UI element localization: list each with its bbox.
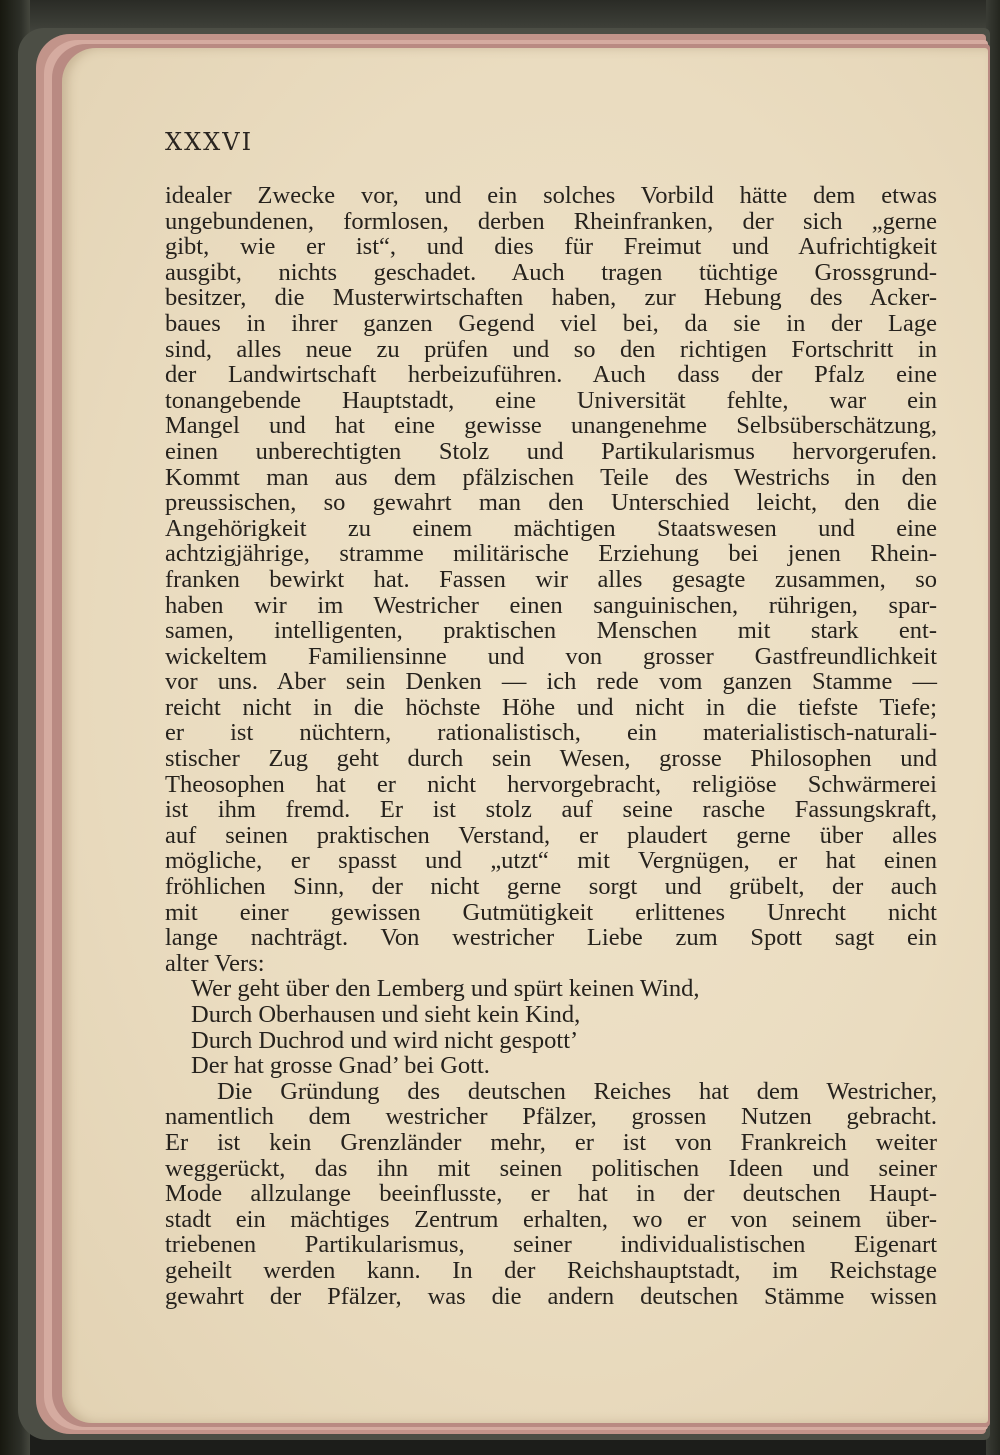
text-line: haben wir im Westricher einen sanguinischen, rührigen, spar- (165, 591, 937, 619)
page-number: XXXVI (165, 128, 254, 156)
text-line: lange nachträgt. Von westricher Liebe zum Spott sagt ein (165, 924, 937, 952)
text-line: gibt, wie er ist“, und dies für Freimut und Aufrichtigkeit (165, 233, 937, 261)
text-line: geheilt werden kann. In der Reichshauptstadt, im Reichstage (165, 1256, 937, 1284)
text-line: franken bewirkt hat. Fassen wir alles gesagte zusammen, so (165, 565, 937, 593)
text-line: wickeltem Familiensinne und von grosser Gastfreundlichkeit (165, 642, 937, 670)
text-line: achtzigjährige, stramme militärische Erziehung bei jenen Rhein- (165, 540, 937, 568)
text-line: gewahrt der Pfälzer, was die andern deutschen Stämme wissen (165, 1282, 937, 1310)
text-line: sind, alles neue zu prüfen und so den richtigen Fortschritt in (165, 335, 937, 363)
text-line: ausgibt, nichts geschadet. Auch tragen tüchtige Grossgrund- (165, 258, 937, 286)
text-line: samen, intelligenten, praktischen Menschen mit stark ent- (165, 617, 937, 645)
text-line: preussischen, so gewahrt man den Unterschied leicht, den die (165, 489, 937, 517)
text-line: ungebundenen, formlosen, derben Rheinfranken, der sich „gerne (165, 207, 937, 235)
text-line: er ist nüchtern, rationalistisch, ein materialistisch-naturali- (165, 719, 937, 747)
text-line: Er ist kein Grenzländer mehr, er ist von Frankreich weiter (165, 1128, 937, 1156)
page-body (165, 183, 937, 1309)
text-line: besitzer, die Musterwirtschaften haben, zur Hebung des Acker- (165, 284, 937, 312)
text-line: Theosophen hat er nicht hervorgebracht, religiöse Schwärmerei (165, 770, 937, 798)
text-line: ist ihm fremd. Er ist stolz auf seine rasche Fassungskraft, (165, 796, 937, 824)
text-line: baues in ihrer ganzen Gegend viel bei, da sie in der Lage (165, 309, 937, 337)
text-line: Mangel und hat eine gewisse unangenehme Selbsüberschätzung, (165, 412, 937, 440)
text-line: Mode allzulange beeinflusste, er hat in der deutschen Haupt- (165, 1180, 937, 1208)
verse-line: Der hat grosse Gnad’ bei Gott. (191, 1052, 490, 1080)
text-line: einen unberechtigten Stolz und Partikularismus hervorgerufen. (165, 437, 937, 465)
text-line: triebenen Partikularismus, seiner individualistischen Eigenart (165, 1231, 937, 1259)
verse-line: Durch Duchrod und wird nicht gespott’ (191, 1026, 579, 1054)
text-line: namentlich dem westricher Pfälzer, grossen Nutzen gebracht. (165, 1103, 937, 1131)
text-line: mögliche, er spasst und „utzt“ mit Vergnügen, er hat einen (165, 847, 937, 875)
text-line: mit einer gewissen Gutmütigkeit erlittenes Unrecht nicht (165, 898, 937, 926)
verse-line: Wer geht über den Lemberg und spürt keinen Wind, (191, 975, 700, 1003)
text-line: Angehörigkeit zu einem mächtigen Staatswesen und eine (165, 514, 937, 542)
text-line: tonangebende Hauptstadt, eine Universität fehlte, war ein (165, 386, 937, 414)
text-line: stadt ein mächtiges Zentrum erhalten, wo er von seinem über- (165, 1205, 937, 1233)
text-line: weggerückt, das ihn mit seinen politischen Ideen und seiner (165, 1154, 937, 1182)
text-line: stischer Zug geht durch sein Wesen, grosse Philosophen und (165, 745, 937, 773)
verse-line: Durch Oberhausen und sieht kein Kind, (191, 1001, 581, 1028)
text-line: der Landwirtschaft herbeizuführen. Auch dass der Pfalz eine (165, 361, 937, 389)
text-line: vor uns. Aber sein Denken — ich rede vom ganzen Stamme — (165, 668, 937, 696)
paragraph-first-line: Die Gründung des deutschen Reiches hat dem Westricher, (217, 1077, 937, 1105)
text-line: Kommt man aus dem pfälzischen Teile des Westrichs in den (165, 463, 937, 491)
text-line: alter Vers: (165, 949, 265, 977)
text-line: idealer Zwecke vor, und ein solches Vorbild hätte dem etwas (165, 182, 937, 209)
text-line: fröhlichen Sinn, der nicht gerne sorgt und grübelt, der auch (165, 873, 937, 901)
text-line: reicht nicht in die höchste Höhe und nicht in die tiefste Tiefe; (165, 693, 937, 721)
text-line: auf seinen praktischen Verstand, er plaudert gerne über alles (165, 821, 937, 849)
